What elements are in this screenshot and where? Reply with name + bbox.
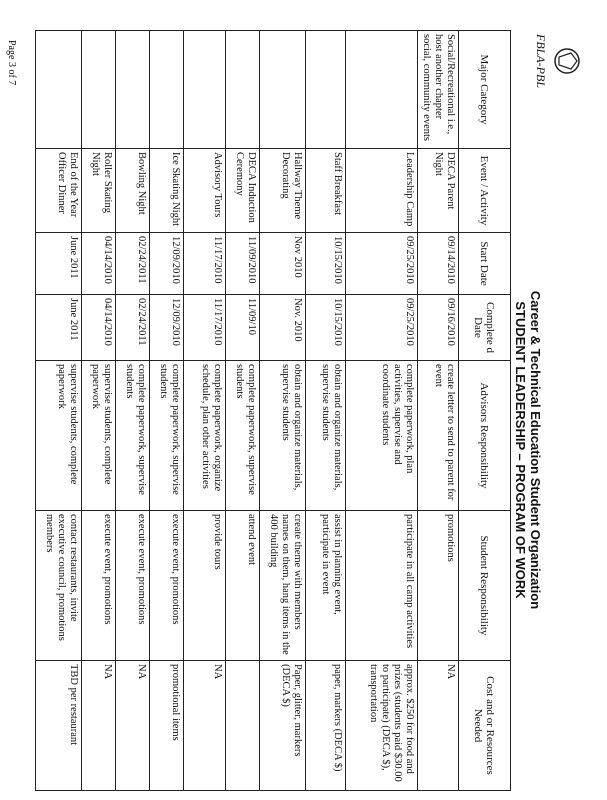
cell-event: Ice Skating Night bbox=[150, 149, 184, 233]
cell-advisors-responsibility: complete paperwork, organize schedule, plan other activities bbox=[184, 361, 226, 511]
cell-event: Roller Skating Night bbox=[82, 149, 116, 233]
cell-cost-resources: NA bbox=[82, 661, 116, 791]
header-start-date: Start Date bbox=[459, 233, 511, 295]
cell-start-date: 04/14/2010 bbox=[82, 233, 116, 295]
cell-completed-date: 11/17/2010 bbox=[184, 295, 226, 361]
fbla-logo bbox=[525, 22, 585, 100]
cell-advisors-responsibility: complete paperwork, supervise students bbox=[150, 361, 184, 511]
cell-start-date: June 2011 bbox=[36, 233, 82, 295]
cell-major-category bbox=[36, 31, 82, 149]
cell-cost-resources: TBD per restaurant bbox=[36, 661, 82, 791]
cell-major-category bbox=[116, 31, 150, 149]
cell-completed-date: 10/15/2010 bbox=[306, 295, 346, 361]
page-title bbox=[513, 150, 543, 750]
page-number: Page 3 of 7 bbox=[6, 40, 17, 86]
cell-student-responsibility: execute event, promotions bbox=[116, 511, 150, 661]
cell-major-category bbox=[306, 31, 346, 149]
header-advisors-responsibility: Advisors Responsibility bbox=[459, 361, 511, 511]
cell-advisors-responsibility: complete paperwork, supervise students bbox=[226, 361, 260, 511]
table-body bbox=[36, 31, 459, 791]
table-row bbox=[260, 31, 306, 791]
cell-student-responsibility: promotions bbox=[418, 511, 459, 661]
cell-event: Leadership Camp bbox=[346, 149, 418, 233]
cell-cost-resources: Paper, glitter, markers (DECA $) bbox=[260, 661, 306, 791]
cell-start-date: 09/14/2010 bbox=[418, 233, 459, 295]
table-row bbox=[116, 31, 150, 791]
cell-student-responsibility: create theme with members names on them, hang items in the 400 building bbox=[260, 511, 306, 661]
cell-advisors-responsibility: complete paperwork, supervise students bbox=[116, 361, 150, 511]
cell-advisors-responsibility: obtain and organize materials, supervise students bbox=[260, 361, 306, 511]
cell-advisors-responsibility: obtain and organize materials, supervise students bbox=[306, 361, 346, 511]
logo-text: FBLA-PBL bbox=[534, 34, 548, 88]
cell-cost-resources bbox=[226, 661, 260, 791]
title-line-1: Career & Technical Education Student Organization bbox=[528, 290, 543, 610]
cell-student-responsibility: attend event bbox=[226, 511, 260, 661]
cell-event: Staff Breakfast bbox=[306, 149, 346, 233]
table-row bbox=[418, 31, 459, 791]
cell-major-category bbox=[346, 31, 418, 149]
cell-student-responsibility: execute event, promotions bbox=[82, 511, 116, 661]
header-row bbox=[459, 31, 511, 791]
cell-student-responsibility: execute event, promotions bbox=[150, 511, 184, 661]
cell-student-responsibility: provide tours bbox=[184, 511, 226, 661]
cell-event: Bowling Night bbox=[116, 149, 150, 233]
cell-start-date: 10/15/2010 bbox=[306, 233, 346, 295]
cell-start-date: Nov 2010 bbox=[260, 233, 306, 295]
cell-completed-date: Nov. 2010 bbox=[260, 295, 306, 361]
cell-major-category bbox=[150, 31, 184, 149]
header-event-activity: Event / Activity bbox=[459, 149, 511, 233]
cell-start-date: 09/25/2010 bbox=[346, 233, 418, 295]
cell-completed-date: June 2011 bbox=[36, 295, 82, 361]
cell-major-category bbox=[82, 31, 116, 149]
header-major-category: Major Category bbox=[459, 31, 511, 149]
cell-major-category bbox=[184, 31, 226, 149]
table-row bbox=[306, 31, 346, 791]
cell-major-category bbox=[260, 31, 306, 149]
cell-cost-resources: NA bbox=[418, 661, 459, 791]
cell-advisors-responsibility: supervise students, complete paperwork bbox=[82, 361, 116, 511]
cell-cost-resources: promotional items bbox=[150, 661, 184, 791]
cell-student-responsibility: assist in planning event, participate in event bbox=[306, 511, 346, 661]
cell-start-date: 11/17/2010 bbox=[184, 233, 226, 295]
table-row bbox=[82, 31, 116, 791]
table-row bbox=[226, 31, 260, 791]
cell-major-category bbox=[226, 31, 260, 149]
cell-cost-resources: NA bbox=[184, 661, 226, 791]
table-row bbox=[150, 31, 184, 791]
title-line-2: STUDENT LEADERSHIP – PROGRAM OF WORK bbox=[513, 301, 528, 599]
cell-cost-resources: paper, markers (DECA $) bbox=[306, 661, 346, 791]
cell-event: Advisory Tours bbox=[184, 149, 226, 233]
header-completed-date: Complete d Date bbox=[459, 295, 511, 361]
cell-completed-date: 09/25/2010 bbox=[346, 295, 418, 361]
cell-advisors-responsibility: supervise students, complete paperwork bbox=[36, 361, 82, 511]
cell-start-date: 11/09/2010 bbox=[226, 233, 260, 295]
table-row bbox=[36, 31, 82, 791]
cell-completed-date: 04/14/2010 bbox=[82, 295, 116, 361]
header-cost-resources: Cost and or Resources Needed bbox=[459, 661, 511, 791]
cell-student-responsibility: participate in all camp activities bbox=[346, 511, 418, 661]
cell-completed-date: 12/09/2010 bbox=[150, 295, 184, 361]
cell-cost-resources: approx. $250 for food and prizes (students paid $30.00 to participate) (DECA $), transportation bbox=[346, 661, 418, 791]
cell-advisors-responsibility: complete paperwork, plan activities, supervise and coordinate students bbox=[346, 361, 418, 511]
cell-start-date: 12/09/2010 bbox=[150, 233, 184, 295]
table-row bbox=[184, 31, 226, 791]
cell-cost-resources: NA bbox=[116, 661, 150, 791]
cell-event: Hallway Theme Decorating bbox=[260, 149, 306, 233]
cell-completed-date: 11/09/10 bbox=[226, 295, 260, 361]
table-row bbox=[346, 31, 418, 791]
cell-start-date: 02/24/2011 bbox=[116, 233, 150, 295]
cell-advisors-responsibility: create letter to send to parent for event bbox=[418, 361, 459, 511]
cell-completed-date: 09/16/2010 bbox=[418, 295, 459, 361]
program-of-work-table bbox=[35, 30, 511, 791]
cell-major-category: Social/Recreational i.e., host another chapter social, community events bbox=[418, 31, 459, 149]
cell-event: End of the Year Officer Dinner bbox=[36, 149, 82, 233]
cell-event: DECA Parent Night bbox=[418, 149, 459, 233]
cell-event: DECA Induction Ceremony bbox=[226, 149, 260, 233]
header-student-responsibility: Student Responsibility bbox=[459, 511, 511, 661]
cell-completed-date: 02/24/2011 bbox=[116, 295, 150, 361]
cell-student-responsibility: contact restaurants, invite executive council, promotions members bbox=[36, 511, 82, 661]
